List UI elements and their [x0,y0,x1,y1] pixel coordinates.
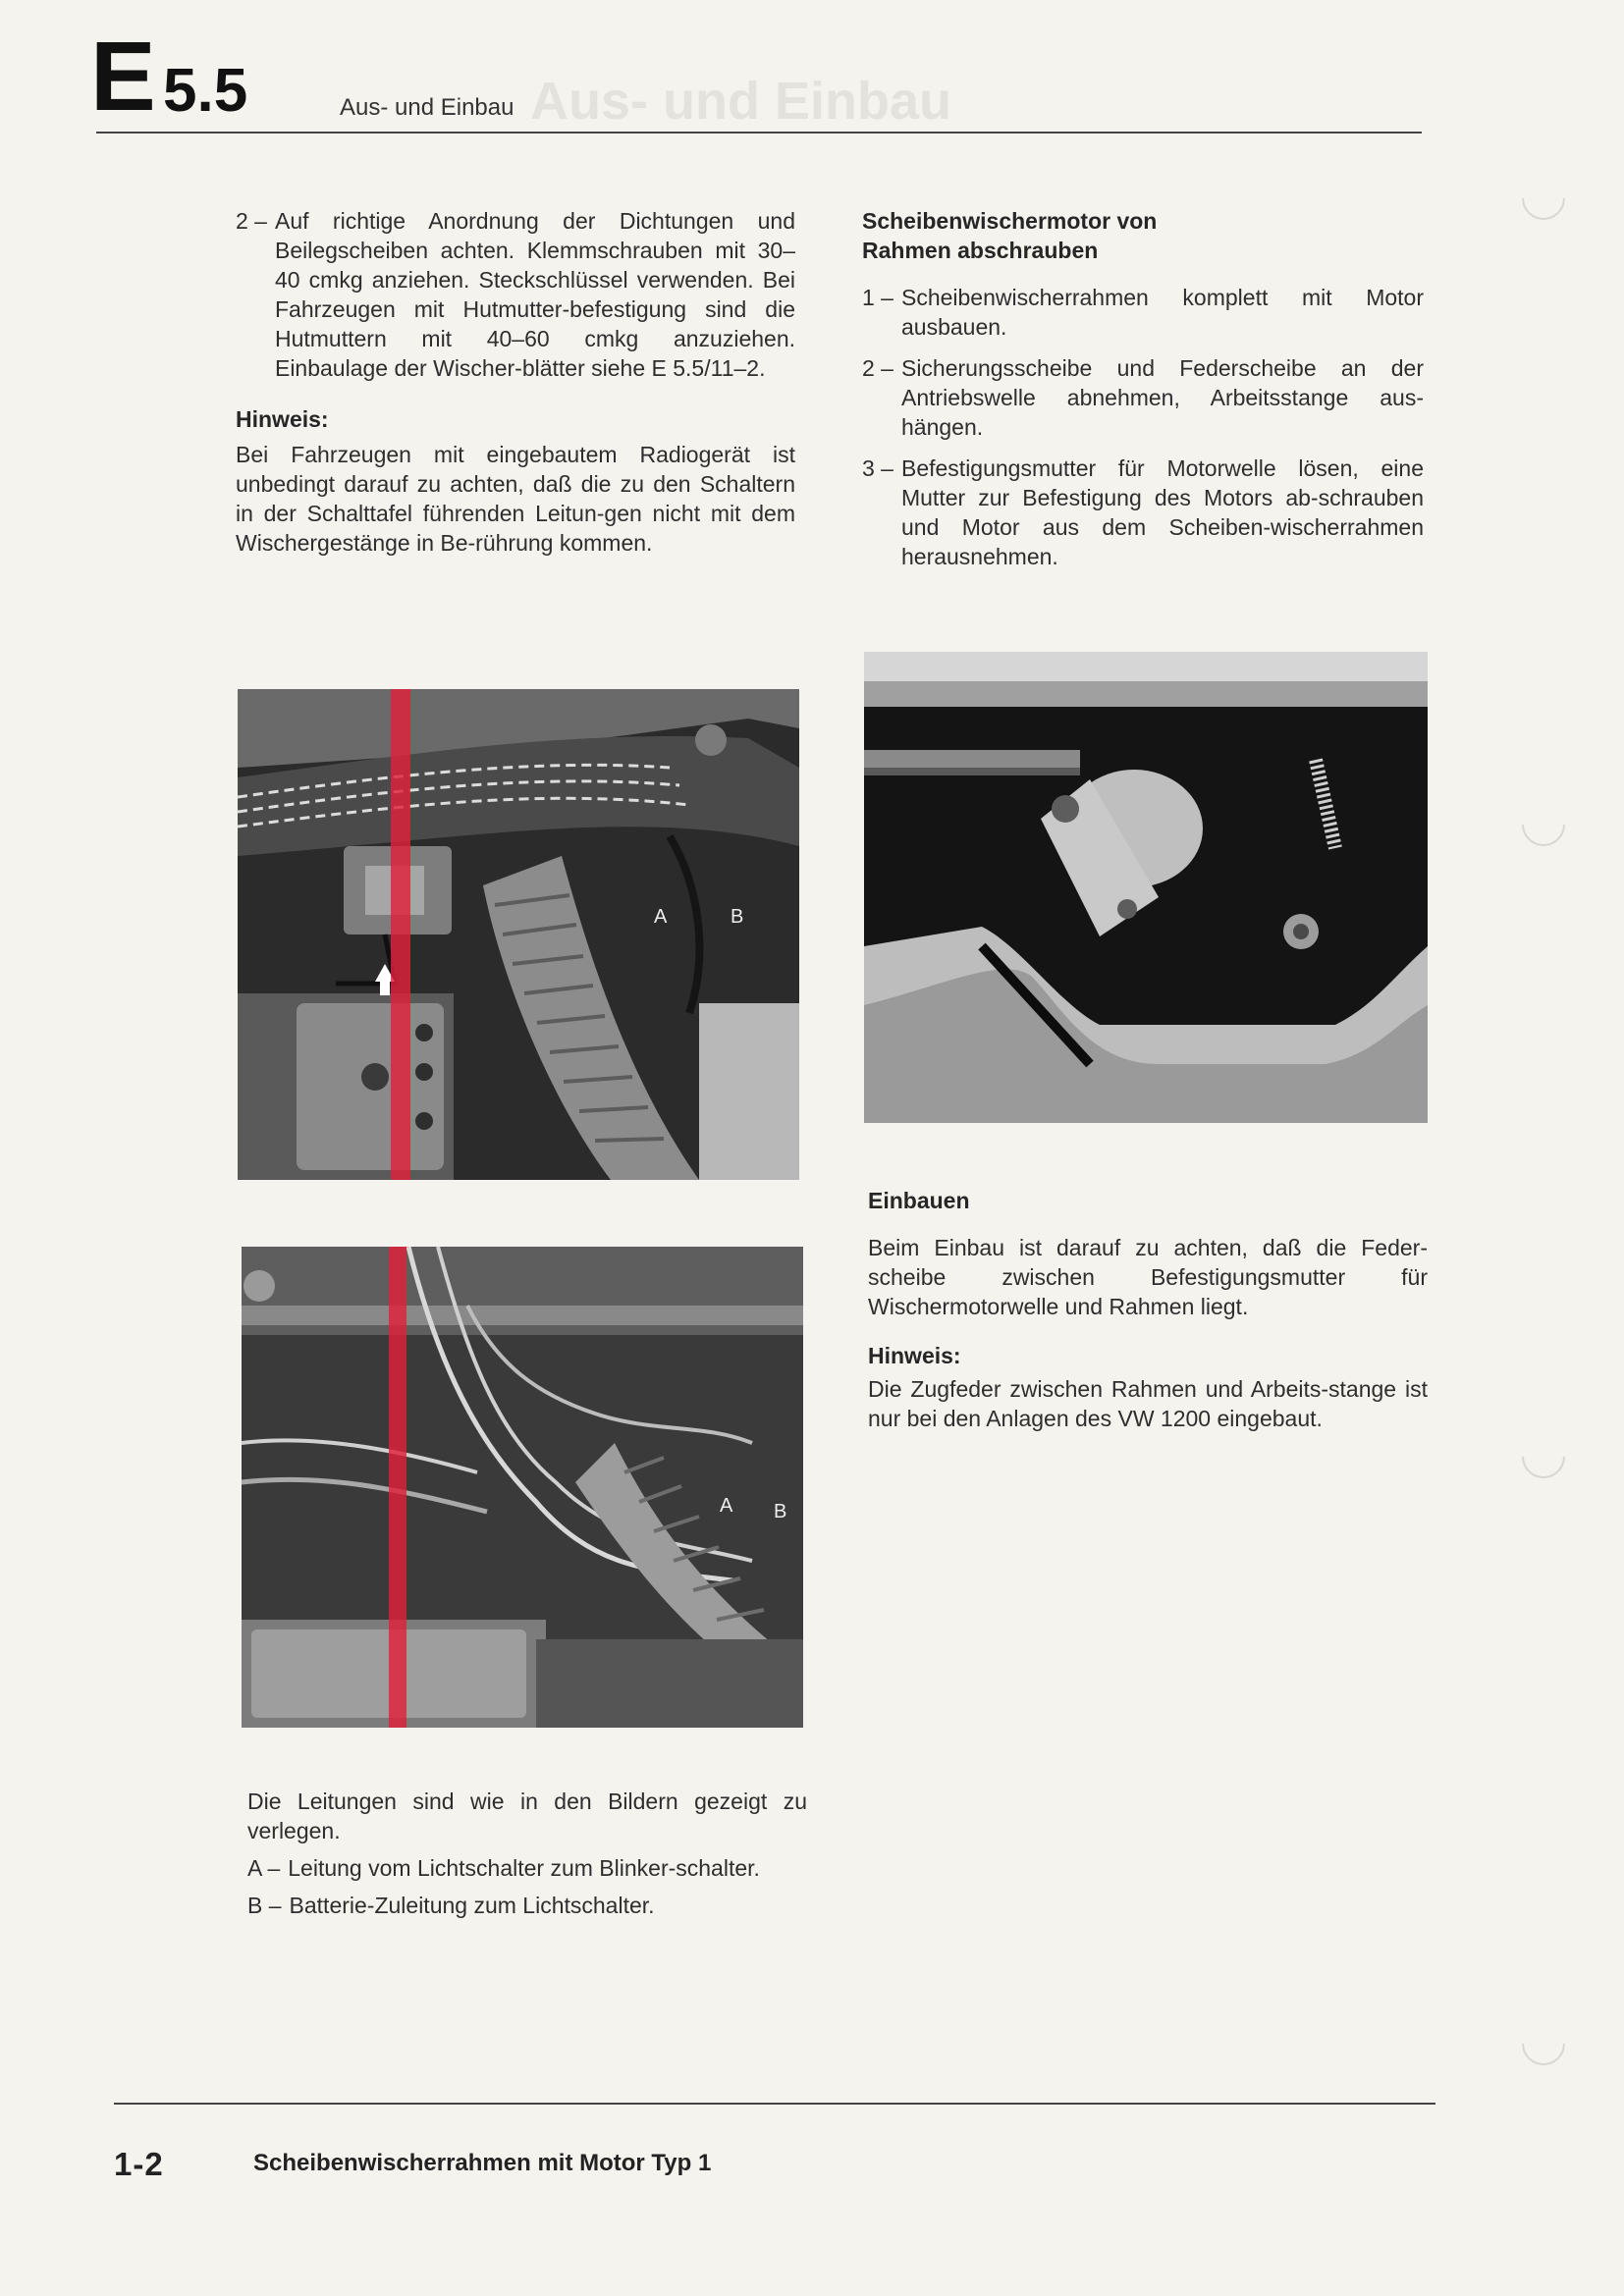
wiring-photo-bottom [242,1247,803,1728]
section-heading: Einbauen [868,1188,970,1213]
caption-intro: Die Leitungen sind wie in den Bildern gezeigt zu verlegen. [247,1789,807,1843]
step-number: 2 – [862,355,893,381]
wire-label-a: A [720,1495,733,1517]
note-heading: Hinweis: [236,406,329,432]
bleed-through-decoration: Aus- und Einbau [530,72,951,131]
photo-caption [247,1787,807,1920]
caption-text: Batterie-Zuleitung zum Lichtschalter. [289,1893,655,1918]
caption-item [247,1853,807,1883]
caption-item [247,1891,807,1920]
binder-hole [1513,168,1574,229]
wire-label-b: B [774,1501,787,1522]
note-heading: Hinweis: [868,1343,961,1368]
page-number: 1-2 [114,2146,164,2182]
page-subtitle: Aus- und Einbau [340,94,514,121]
wire-label-a: A [654,906,668,928]
step-item [236,206,795,383]
step-text: Sicherungsscheibe und Federscheibe an der Antriebswelle abnehmen, Arbeitsstange aus-hängen. [900,355,1424,440]
step-number: 1 – [862,285,893,310]
section-heading: Scheibenwischermotor von Rahmen abschrauben [862,208,1158,263]
step-text: Befestigungsmutter für Motorwelle lösen, eine Mutter zur Befestigung des Motors ab-schrauben und Motor aus dem Scheiben-wischerrahmen herausnehmen. [900,455,1424,569]
note-text: Bei Fahrzeugen mit eingebautem Radiogerät ist unbedingt darauf zu achten, daß die zu den Schaltern in der Schalttafel führenden Leitun-gen nicht mit dem Wischergestänge in Be-rührung kommen. [236,442,795,556]
step-text: Scheibenwischerrahmen komplett mit Motor ausbauen. [900,285,1424,340]
binder-hole [1513,794,1574,855]
section-letter: E [90,22,154,132]
caption-key: B – [247,1893,282,1918]
wiper-motor-photo [864,652,1428,1123]
wiring-photo-top [238,689,799,1180]
footer-rule [114,2103,1435,2105]
section-number: 5.5 [163,57,248,125]
step-number: 2 – [236,208,267,234]
right-column [862,206,1424,571]
step-item [862,353,1424,442]
wire-label-b: B [731,906,744,928]
binder-hole [1513,2013,1574,2074]
binder-hole [1513,1426,1574,1487]
caption-key: A – [247,1855,281,1881]
step-item [862,283,1424,342]
step-number: 3 – [862,455,893,481]
footer-title: Scheibenwischerrahmen mit Motor Typ 1 [253,2150,712,2176]
left-column [236,206,795,558]
step-text: Auf richtige Anordnung der Dichtungen und Beilegscheiben achten. Klemmschrauben mit 30–40 cmkg anziehen. Steckschlüssel verwenden. Bei Fahrzeugen mit Hutmutter-befestigung sind die Hutmuttern mit 40–60 cmkg anzuziehen. Einbaulage der Wischer-blätter siehe E 5.5/11–2. [274,208,795,381]
step-item [862,454,1424,571]
note-text: Die Zugfeder zwischen Rahmen und Arbeits-stange ist nur bei den Anlagen des VW 1200 eingebaut. [868,1376,1428,1431]
caption-text: Leitung vom Lichtschalter zum Blinker-schalter. [288,1855,760,1881]
header-rule [96,132,1422,133]
installation-text: Beim Einbau ist darauf zu achten, daß die Feder-scheibe zwischen Befestigungsmutter für Wischermotorwelle und Rahmen liegt. [868,1235,1428,1319]
installation-section [868,1186,1428,1433]
